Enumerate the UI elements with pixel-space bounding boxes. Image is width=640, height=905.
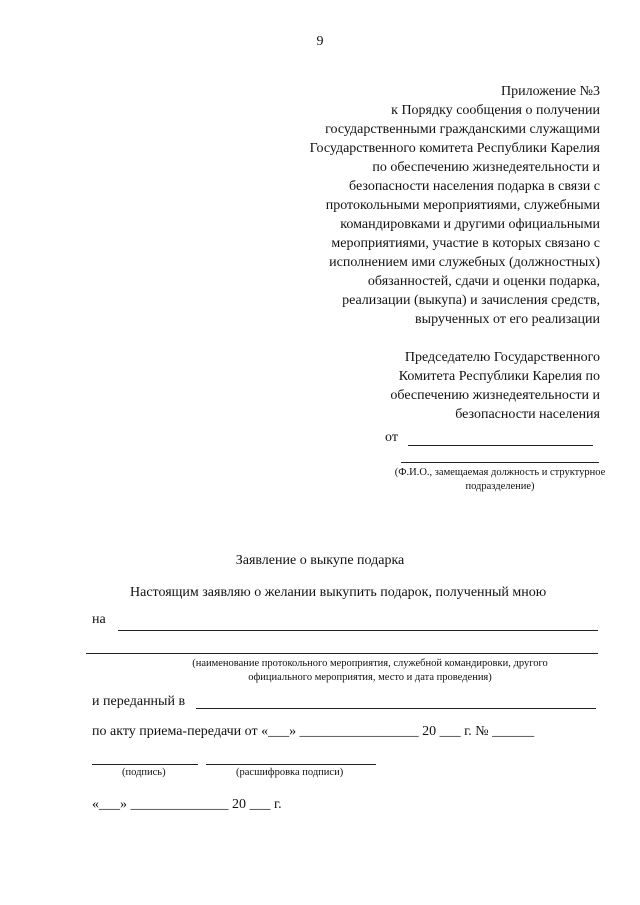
annex-line: реализации (выкупа) и зачисления средств, [342, 293, 600, 308]
from-caption: (Ф.И.О., замещаемая должность и структурное подразделение) [394, 467, 606, 492]
event-blank-line-2[interactable] [86, 653, 598, 654]
annex-line: мероприятиями, участие в которых связано с [331, 236, 600, 251]
annex-line: Государственного комитета Республики Карелия [309, 141, 600, 156]
intro-text: Настоящим заявляю о желании выкупить подарок, полученный мною [130, 585, 547, 600]
handed-blank-line[interactable] [196, 708, 596, 709]
decoding-caption: (расшифровка подписи) [236, 767, 344, 778]
annex-line: безопасности населения подарка в связи с [349, 179, 600, 194]
addressee-line: обеспечению жизнедеятельности и [390, 388, 600, 403]
from-blank-line[interactable] [408, 431, 593, 446]
act-line: по акту приема-передачи от «___» _________________ 20 ___ г. № ______ [92, 724, 535, 739]
annex-line: по обеспечению жизнедеятельности и [372, 160, 600, 175]
annex-line: командировками и другими официальными [340, 217, 600, 232]
annex-line: государственными гражданскими служащими [325, 122, 600, 137]
page-number: 9 [316, 34, 324, 49]
annex-header [310, 82, 600, 329]
event-caption: (наименование протокольного мероприятия, служебной командировки, другого официального мероприятия, место и дата проведения) [192, 658, 548, 683]
from-second-blank-line[interactable] [401, 462, 599, 463]
handed-label: и переданный в [92, 694, 186, 709]
signature-caption: (подпись) [122, 767, 166, 778]
annex-line: обязанностей, сдачи и оценки подарка, [367, 274, 600, 289]
annex-line: Приложение №3 [501, 84, 600, 99]
annex-line: к Порядку сообщения о получении [391, 103, 600, 118]
annex-line: протокольными мероприятиями, служебными [325, 198, 600, 213]
event-blank-line[interactable] [118, 630, 598, 631]
from-label: от [385, 430, 398, 445]
addressee-block [390, 348, 600, 424]
addressee-line: Комитета Республики Карелия по [398, 369, 600, 384]
document-title: Заявление о выкупе подарка [235, 553, 405, 568]
from-row [385, 430, 593, 446]
signature-blank-line[interactable] [92, 764, 198, 765]
na-label: на [92, 612, 106, 627]
addressee-line: Председателю Государственного [404, 350, 600, 365]
decoding-blank-line[interactable] [206, 764, 376, 765]
annex-line: вырученных от его реализации [415, 312, 600, 327]
date-line: «___» ______________ 20 ___ г. [92, 797, 282, 812]
annex-line: исполнением ими служебных (должностных) [329, 255, 600, 270]
addressee-line: безопасности населения [455, 407, 600, 422]
